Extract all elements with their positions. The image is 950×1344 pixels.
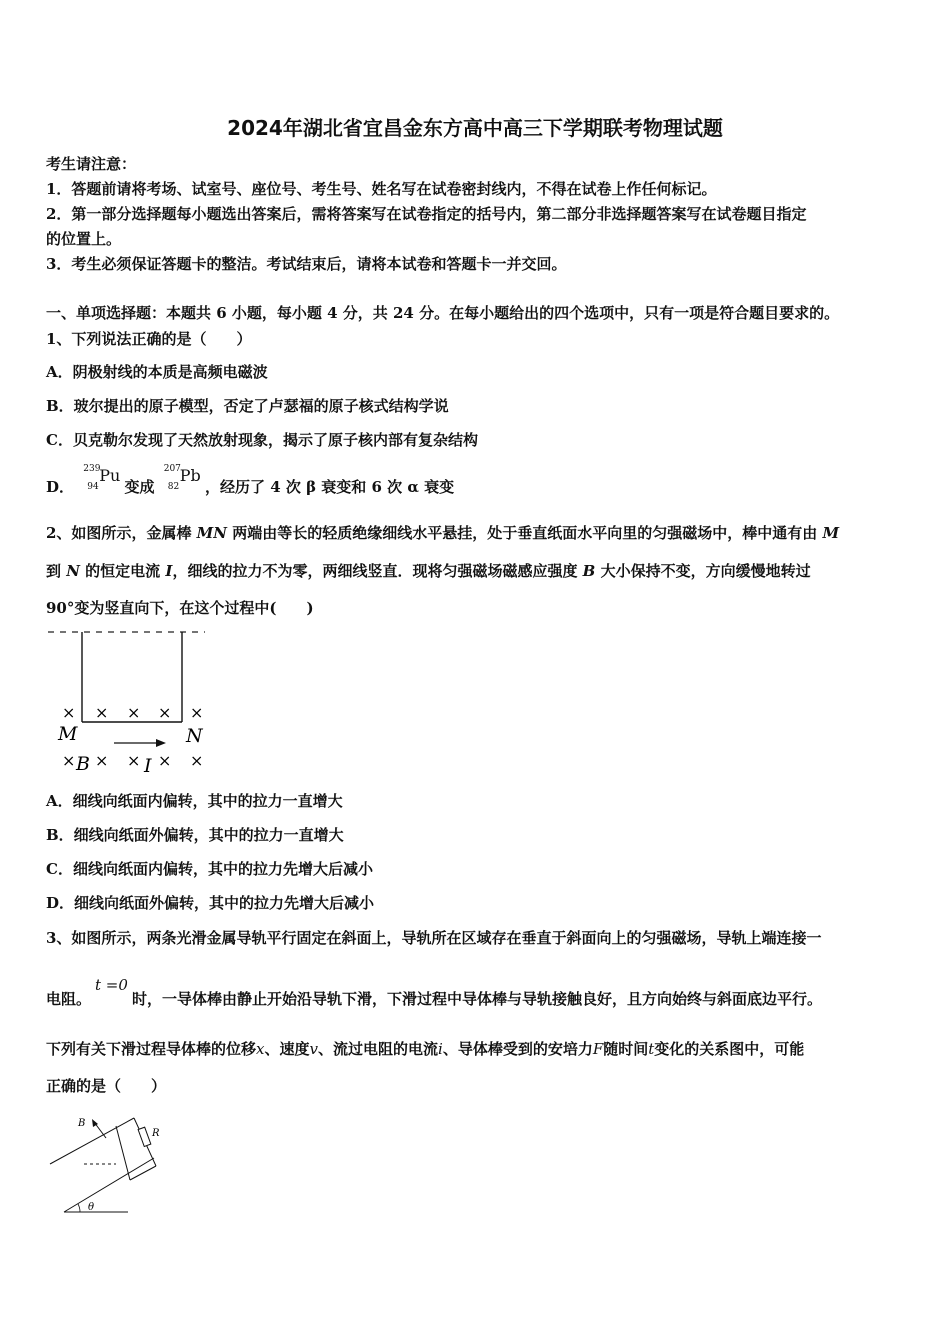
q1-option-c: C．贝克勒尔发现了天然放射现象，揭示了原子核内部有复杂结构	[46, 431, 478, 449]
pu-atomic-number: 94	[87, 482, 99, 492]
field-cross: ×	[95, 703, 109, 722]
q2-figure	[40, 622, 220, 782]
notice-item-2-cont: 的位置上。	[46, 230, 122, 248]
q2-text: 到	[46, 562, 67, 580]
label-i: I	[144, 755, 152, 777]
q3-var-i: i	[438, 1040, 443, 1058]
q3-figure	[44, 1108, 164, 1218]
field-cross: ×	[158, 703, 172, 722]
q2-text: 的恒定电流	[79, 562, 166, 580]
q2-option-d: D．细线向纸面外偏转，其中的拉力先增大后减小	[46, 894, 375, 912]
field-cross: ×	[62, 703, 76, 722]
q3-stem-line-4: 正确的是（ ）	[46, 1077, 167, 1095]
pb-mass-number: 207	[163, 464, 181, 474]
q3-var-v: v	[309, 1040, 318, 1058]
q2-text: 大小保持不变，方向缓慢地转过	[595, 562, 811, 580]
rail-side-left	[116, 1126, 130, 1180]
pb-atomic-number: 82	[167, 482, 180, 492]
q1-option-d-suffix: ，经历了 4 次 β 衰变和 6 次 α 衰变	[204, 478, 455, 496]
angle-arc	[78, 1204, 80, 1212]
section-heading: 一、单项选择题：本题共 6 小题，每小题 4 分，共 24 分。在每小题给出的四个选项中，只有一项是符合题目要求的。	[46, 304, 840, 322]
q2-option-b: B．细线向纸面外偏转，其中的拉力一直增大	[46, 826, 344, 844]
q2-stem-line-3: 90°变为竖直向下，在这个过程中( )	[46, 599, 314, 617]
field-cross: ×	[190, 751, 204, 770]
pu-mass-number: 239	[83, 464, 101, 474]
pu-symbol: Pu	[99, 466, 121, 485]
label-m: M	[58, 723, 78, 745]
label-n: N	[186, 725, 203, 747]
q3-text: 变化的关系图中，可能	[654, 1040, 805, 1058]
q3-stem-line-1: 3、如图所示，两条光滑金属导轨平行固定在斜面上，导轨所在区域存在垂直于斜面向上的匀强磁场，导轨上端连接一	[46, 929, 822, 947]
q1-option-d-mid: 变成	[124, 478, 155, 496]
q2-text: ，细线的拉力不为零，两细线竖直．现将匀强磁场磁感应强度	[172, 562, 583, 580]
rail-bottom	[50, 1118, 134, 1164]
q2-option-c: C．细线向纸面内偏转，其中的拉力先增大后减小	[46, 860, 373, 878]
q3-text: 下列有关下滑过程导体棒的位移	[46, 1040, 257, 1058]
q2-var-n: N	[66, 562, 80, 580]
field-cross: ×	[127, 703, 141, 722]
q1-stem: 1、下列说法正确的是（ ）	[46, 330, 252, 348]
q2-stem-line-2	[46, 560, 811, 581]
plutonium-nuclide	[79, 464, 121, 498]
q3-text: 、速度	[264, 1040, 310, 1058]
q2-option-a: A．细线向纸面内偏转，其中的拉力一直增大	[46, 792, 343, 810]
q3-stem-line-2	[46, 976, 822, 1009]
q3-var-t0: t =0	[95, 976, 128, 994]
q1-option-d	[46, 464, 455, 498]
field-cross: ×	[62, 751, 76, 770]
label-b: B	[76, 753, 90, 775]
q3-stem-line-3	[46, 1038, 804, 1059]
q2-var-i: I	[165, 562, 173, 580]
notice-item-2: 2．第一部分选择题每小题选出答案后，需将答案写在试卷指定的括号内，第二部分非选择题答案写在试卷题目指定	[46, 205, 807, 223]
notice-item-3: 3．考生必须保证答题卡的整洁。考试结束后，请将本试卷和答题卡一并交回。	[46, 255, 567, 273]
field-cross: ×	[190, 703, 204, 722]
label-r: R	[152, 1128, 160, 1139]
rail-top	[130, 1166, 156, 1180]
q1-option-d-prefix: D．	[46, 478, 75, 496]
label-b: B	[78, 1118, 86, 1129]
field-cross: ×	[95, 751, 109, 770]
q3-text: 随时间	[603, 1040, 649, 1058]
q2-stem-line-1	[46, 522, 839, 543]
label-theta: θ	[88, 1202, 95, 1213]
q1-option-a: A．阴极射线的本质是高频电磁波	[46, 363, 268, 381]
q3-text: 电阻。	[46, 990, 92, 1008]
pb-symbol: Pb	[179, 466, 201, 485]
q3-var-f: F	[592, 1040, 604, 1058]
incline-slope	[64, 1158, 154, 1212]
q1-option-b: B．玻尔提出的原子模型，否定了卢瑟福的原子核式结构学说	[46, 397, 449, 415]
lead-nuclide	[160, 464, 201, 498]
q2-var-mn: MN	[196, 524, 227, 542]
q3-text: 、流过电阻的电流	[317, 1040, 438, 1058]
field-cross: ×	[158, 751, 172, 770]
q2-text: 两端由等长的轻质绝缘细线水平悬挂，处于垂直纸面水平向里的匀强磁场中，棒中通有由	[227, 524, 823, 542]
q3-text: 时，一导体棒由静止开始沿导轨下滑，下滑过程中导体棒与导轨接触良好，且方向始终与斜面底边平行。	[131, 990, 822, 1008]
field-cross: ×	[127, 751, 141, 770]
q2-var-m: M	[822, 524, 840, 542]
q3-text: 、导体棒受到的安培力	[442, 1040, 593, 1058]
notice-item-1: 1．答题前请将考场、试室号、座位号、考生号、姓名写在试卷密封线内，不得在试卷上作任何标记。	[46, 180, 717, 198]
resistor	[138, 1127, 151, 1146]
q3-var-x: x	[256, 1040, 265, 1058]
q3-var-t: t	[648, 1040, 655, 1058]
q2-text: 2、如图所示，金属棒	[46, 524, 197, 542]
q2-var-b: B	[582, 562, 596, 580]
page-title: 2024年湖北省宜昌金东方高中高三下学期联考物理试题	[227, 116, 723, 140]
notice-heading: 考生请注意：	[46, 155, 137, 173]
current-arrow-head	[156, 739, 166, 747]
